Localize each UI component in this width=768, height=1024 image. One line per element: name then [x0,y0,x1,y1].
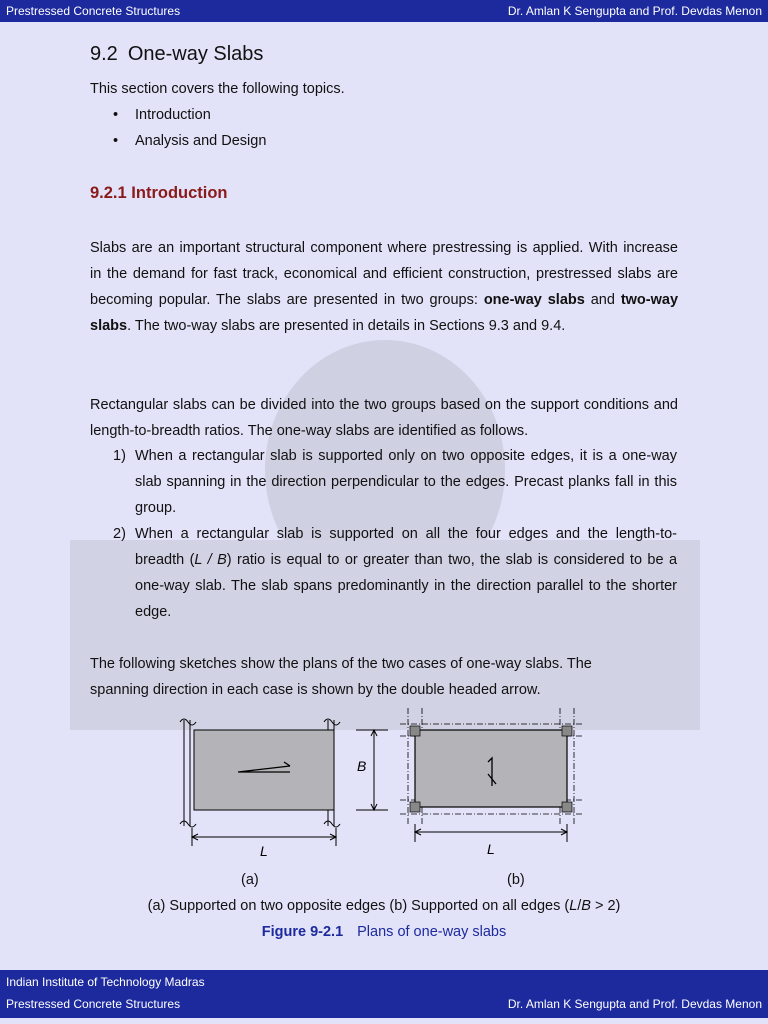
list-item: 1) When a rectangular slab is supported only on two opposite edges, it is a one-way slab spanning in the direction perpendicular to the edges. Precast planks fall in this group. [113,448,677,516]
footer-right: Dr. Amlan K Sengupta and Prof. Devdas Menon [507,997,762,1011]
label-b: B [357,758,367,774]
page-footer [0,970,768,1018]
header-right: Dr. Amlan K Sengupta and Prof. Devdas Menon [507,4,762,18]
page-header [0,0,768,22]
header-left: Prestressed Concrete Structures [6,4,181,18]
footer-institute: Indian Institute of Technology Madras [6,975,205,989]
paragraph-3: The following sketches show the plans of the two cases of one-way slabs. The spanning direction in each case is shown by the double headed arrow. [90,656,592,698]
label-l-a: L [260,843,268,859]
list-item: 2) When a rectangular slab is supported on all the four edges and the length-to-breadth (L / B) ratio is equal to or greater than two, the slab is considered to be a one-way slab. The slab spans predominantly in the direction parallel to the shorter edge. [113,526,678,620]
slab-rect-b [415,730,567,807]
intro-line: This section covers the following topics. [90,81,345,97]
figure-caption-a: (a) [241,872,259,888]
slab-sketch-b [400,708,582,842]
figure-title: Figure 9-2.1 Plans of one-way slabs [261,924,507,940]
slab-sketch-a [180,719,388,846]
slab-rect-a [194,730,334,810]
slab-plans-figure [170,700,590,870]
footer-left: Prestressed Concrete Structures [6,997,181,1011]
figure-caption-b: (b) [507,872,525,888]
paragraph-1: Slabs are an important structural component where prestressing is applied. With increase in the demand for fast track, economical and efficient construction, prestressed slabs are becoming popular. The slabs are presented in two groups: one-way slabs and two-way slabs. The two-way slabs are presented in details in Sections 9.3 and 9.4. [90,240,679,334]
bottom-strip [0,1018,768,1024]
topic-item: • Introduction [135,102,211,128]
paragraph-2: Rectangular slabs can be divided into the two groups based on the support conditions and length-to-breadth ratios. The one-way slabs are identified as follows. [90,397,678,439]
figure-description: (a) Supported on two opposite edges (b) Supported on all edges (L/B > 2) [147,898,621,914]
label-l-b: L [487,841,495,857]
subsection-title: 9.2.1 Introduction [90,184,228,202]
section-title: 9.2 One-way Slabs [90,43,264,65]
topic-item: • Analysis and Design [135,128,266,154]
